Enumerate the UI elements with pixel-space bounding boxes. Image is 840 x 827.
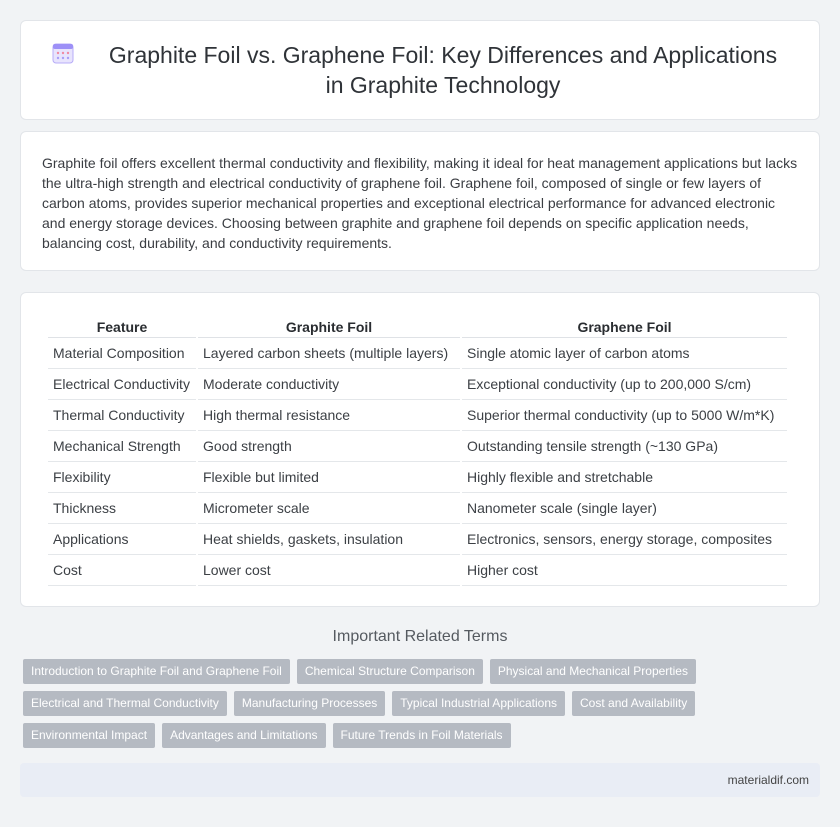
table-row [48, 369, 787, 400]
table-header-row [48, 314, 787, 338]
footer [20, 763, 820, 797]
table-cell: Good strength [198, 431, 460, 462]
table-cell: Cost [48, 555, 196, 586]
related-term-tag[interactable]: Introduction to Graphite Foil and Graphene Foil [23, 659, 290, 684]
related-terms-tags [23, 659, 813, 755]
comparison-table [46, 314, 789, 586]
related-term-tag[interactable]: Cost and Availability [572, 691, 695, 716]
related-term-tag[interactable]: Advantages and Limitations [162, 723, 325, 748]
table-cell: Exceptional conductivity (up to 200,000 S/cm) [462, 369, 787, 400]
related-term-tag[interactable]: Chemical Structure Comparison [297, 659, 483, 684]
intro-card [20, 131, 820, 271]
table-row [48, 338, 787, 369]
table-cell: Applications [48, 524, 196, 555]
table-row [48, 555, 787, 586]
table-cell: Superior thermal conductivity (up to 5000 W/m*K) [462, 400, 787, 431]
header-feature: Feature [48, 314, 196, 338]
table-cell: Lower cost [198, 555, 460, 586]
table-row [48, 431, 787, 462]
table-cell: High thermal resistance [198, 400, 460, 431]
table-cell: Nanometer scale (single layer) [462, 493, 787, 524]
table-cell: Flexible but limited [198, 462, 460, 493]
page-title: Graphite Foil vs. Graphene Foil: Key Differences and Applications in Graphite Technology [108, 42, 778, 98]
header-graphene: Graphene Foil [462, 314, 787, 338]
table-cell: Mechanical Strength [48, 431, 196, 462]
table-cell: Moderate conductivity [198, 369, 460, 400]
table-cell: Electrical Conductivity [48, 369, 196, 400]
table-cell: Thickness [48, 493, 196, 524]
table-cell: Highly flexible and stretchable [462, 462, 787, 493]
table-cell: Thermal Conductivity [48, 400, 196, 431]
table-cell: Single atomic layer of carbon atoms [462, 338, 787, 369]
table-cell: Higher cost [462, 555, 787, 586]
related-term-tag[interactable]: Future Trends in Foil Materials [333, 723, 511, 748]
intro-text: Graphite foil offers excellent thermal conductivity and flexibility, making it ideal for heat management applications but lacks the ultra-high strength and electrical conductivity of graphene foil. Graphene foil, composed of single or few layers of carbon atoms, provides superior mechanical properties and exceptional electrical performance for advanced electronic and energy storage devices. Choosing between graphite and graphene foil depends on specific application needs, balancing cost, durability, and conductivity requirements. [42, 155, 798, 251]
related-term-tag[interactable]: Environmental Impact [23, 723, 155, 748]
tag-row [23, 659, 813, 684]
header-card [20, 20, 820, 120]
table-row [48, 493, 787, 524]
table-cell: Material Composition [48, 338, 196, 369]
table-cell: Layered carbon sheets (multiple layers) [198, 338, 460, 369]
header-graphite: Graphite Foil [198, 314, 460, 338]
tag-row [23, 723, 813, 748]
comparison-table-card [20, 292, 820, 607]
footer-site-link[interactable]: materialdif.com [727, 773, 809, 787]
table-cell: Electronics, sensors, energy storage, composites [462, 524, 787, 555]
related-term-tag[interactable]: Typical Industrial Applications [392, 691, 565, 716]
table-cell: Flexibility [48, 462, 196, 493]
related-term-tag[interactable]: Manufacturing Processes [234, 691, 385, 716]
table-row [48, 524, 787, 555]
table-cell: Micrometer scale [198, 493, 460, 524]
table-row [48, 462, 787, 493]
calendar-icon [51, 41, 75, 65]
related-term-tag[interactable]: Physical and Mechanical Properties [490, 659, 696, 684]
table-row [48, 400, 787, 431]
related-terms-title: Important Related Terms [332, 628, 508, 645]
table-cell: Heat shields, gaskets, insulation [198, 524, 460, 555]
tag-row [23, 691, 813, 716]
table-cell: Outstanding tensile strength (~130 GPa) [462, 431, 787, 462]
related-term-tag[interactable]: Electrical and Thermal Conductivity [23, 691, 227, 716]
